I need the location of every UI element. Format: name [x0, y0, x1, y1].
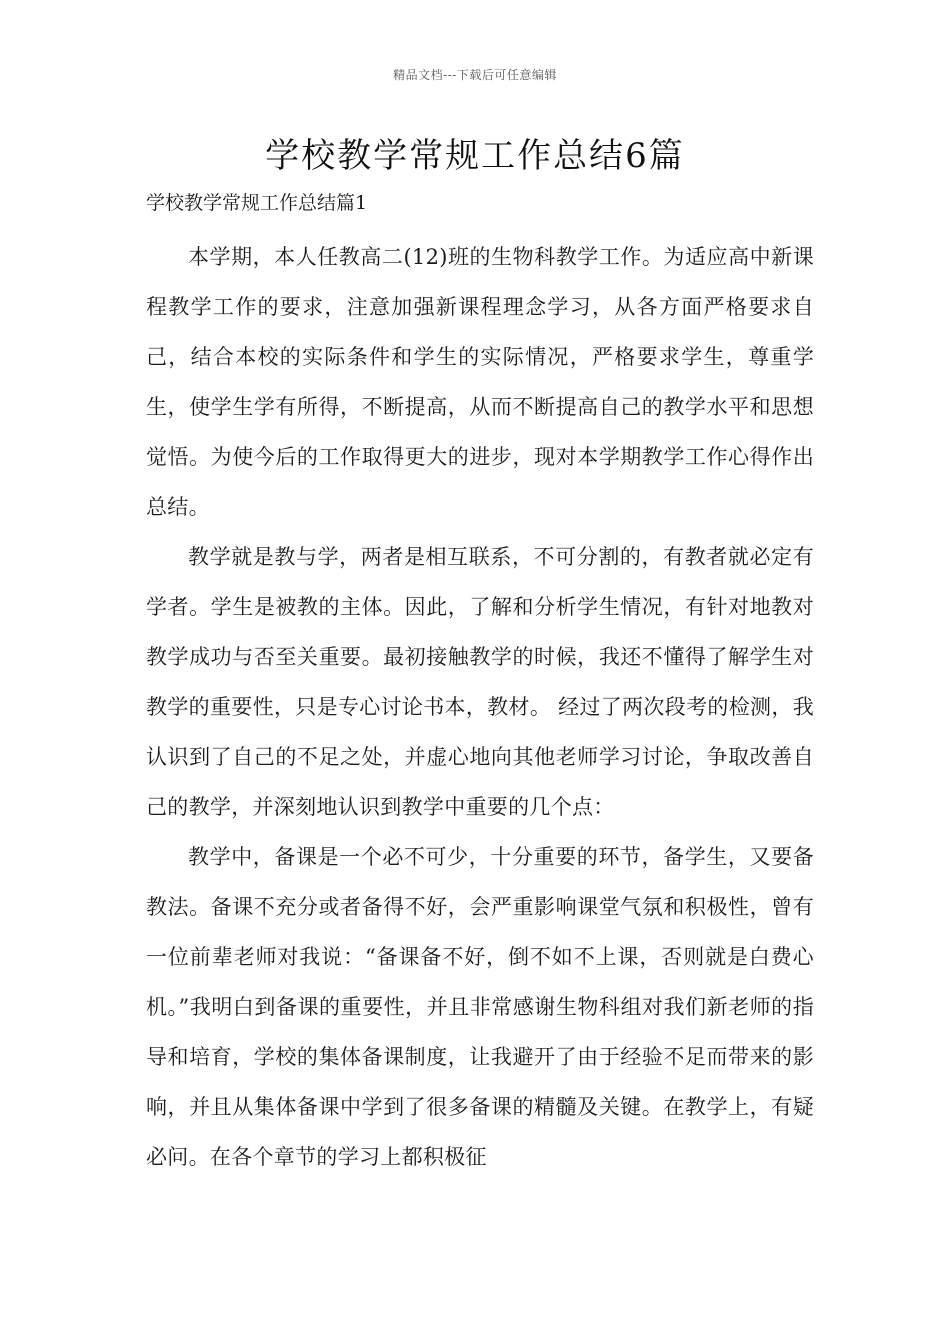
paragraph-3: 教学中，备课是一个必不可少，十分重要的环节，备学生，又要备教法。备课不充分或者备得不好，会严重影响课堂气氛和积极性，曾有一位前辈老师对我说：“备课备不好，倒不如不上课，否则就是白费心机。”我明白到备课的重要性，并且非常感谢生物科组对我们新老师的指导和培育，学校的集体备课制度，让我避开了由于经验不足而带来的影响，并且从集体备课中学到了很多备课的精髓及关键。在教学上，有疑必问。在各个章节的学习上都积极征 [146, 845, 814, 1169]
header-note: 精品文档---下载后可任意编辑 [393, 68, 557, 82]
section-heading: 学校教学常规工作总结篇1 [146, 192, 368, 214]
paragraph-1: 本学期，本人任教高二(12)班的生物科教学工作。为适应高中新课程教学工作的要求，注意加强新课程理念学习，从各方面严格要求自己，结合本校的实际条件和学生的实际情况，严格要求学生，尊重学生，使学生学有所得，不断提高，从而不断提高自己的教学水平和思想觉悟。为使今后的工作取得更大的进步，现对本学期教学工作心得作出总结。 [146, 245, 814, 519]
body-text [146, 232, 814, 1182]
paragraph-2: 教学就是教与学，两者是相互联系，不可分割的，有教者就必定有学者。学生是被教的主体。因此，了解和分析学生情况，有针对地教对教学成功与否至关重要。最初接触教学的时候，我还不懂得了解学生对教学的重要性，只是专心讨论书本，教材。 经过了两次段考的检测，我认识到了自己的不足之处，并虚心地向其他老师学习讨论，争取改善自己的教学，并深刻地认识到教学中重要的几个点： [146, 545, 814, 819]
document-title: 学校教学常规工作总结6篇 [265, 136, 685, 176]
